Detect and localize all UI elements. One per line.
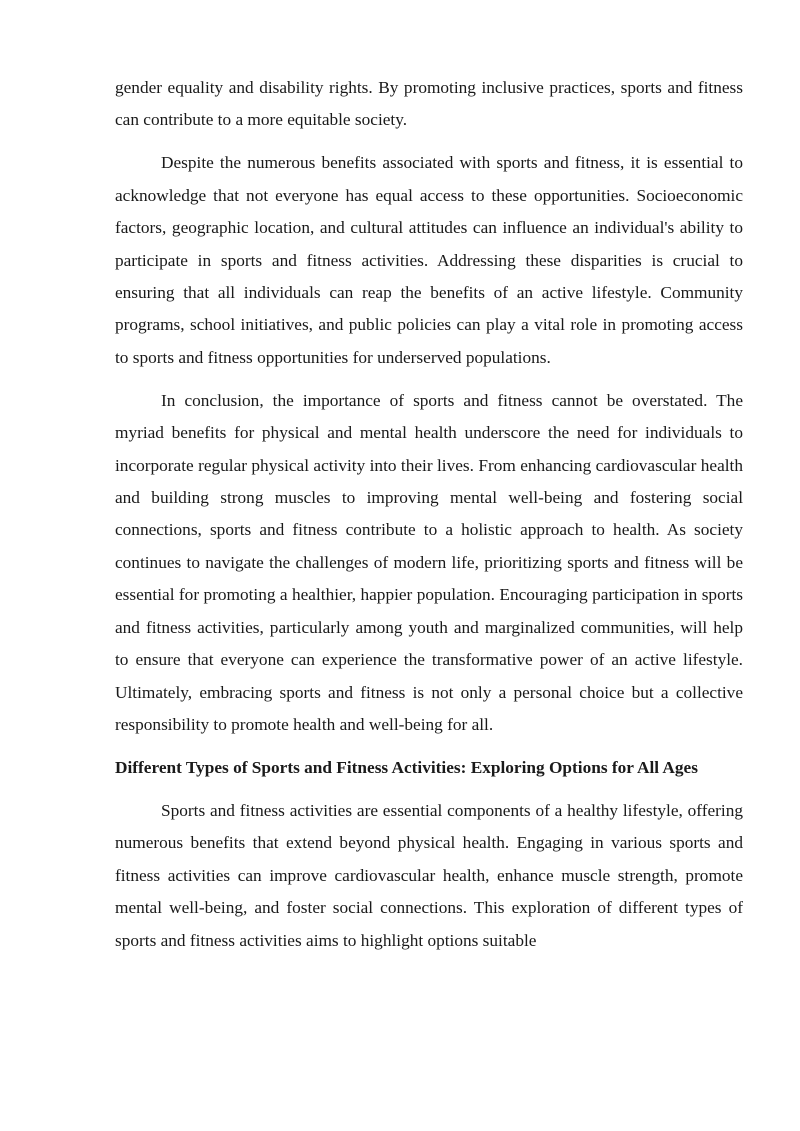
- section-heading: Different Types of Sports and Fitness Activities: Exploring Options for All Ages: [115, 757, 698, 777]
- document-page: [115, 72, 743, 968]
- paragraph-access-disparities: Despite the numerous benefits associated with sports and fitness, it is essential to acknowledge that not everyone has equal access to these opportunities. Socioeconomic factors, geographic location, and cultural attitudes can influence an individual's ability to participate in sports and fitness activities. Addressing these disparities is crucial to ensuring that all individuals can reap the benefits of an active lifestyle. Community programs, school initiatives, and public policies can play a vital role in promoting access to sports and fitness opportunities for underserved populations.: [115, 153, 743, 367]
- paragraph-continued: gender equality and disability rights. By promoting inclusive practices, sports and fitness can contribute to a more equitable society.: [115, 78, 743, 130]
- paragraph-types-intro: Sports and fitness activities are essential components of a healthy lifestyle, offering numerous benefits that extend beyond physical health. Engaging in various sports and fitness activities can improve cardiovascular health, enhance muscle strength, promote mental well-being, and foster social connections. This exploration of different types of sports and fitness activities aims to highlight options suitable: [115, 800, 743, 950]
- paragraph-conclusion: In conclusion, the importance of sports and fitness cannot be overstated. The myriad benefits for physical and mental health underscore the need for individuals to incorporate regular physical activity into their lives. From enhancing cardiovascular health and building strong muscles to improving mental well-being and fostering social connections, sports and fitness contribute to a holistic approach to health. As society continues to navigate the challenges of modern life, prioritizing sports and fitness will be essential for promoting a healthier, happier population. Encouraging participation in sports and fitness activities, particularly among youth and marginalized communities, will help to ensure that everyone can experience the transformative power of an active lifestyle. Ultimately, embracing sports and fitness is not only a personal choice but a collective responsibility to promote health and well-being for all.: [115, 390, 743, 734]
